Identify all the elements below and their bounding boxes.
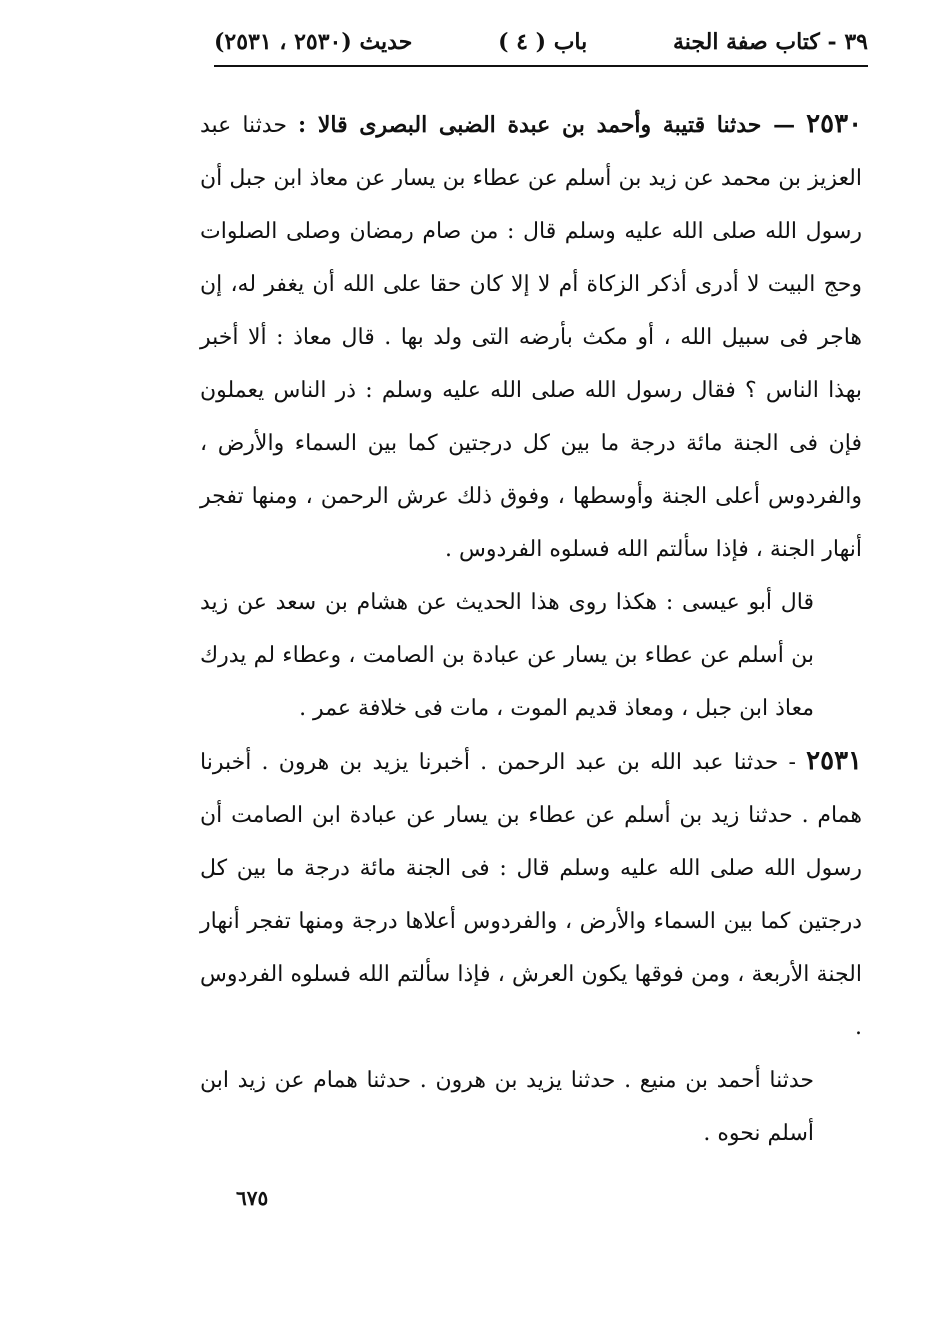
section-title: ( ٤ ) باب	[498, 29, 588, 55]
hadith-number: ٢٥٣١	[806, 746, 862, 776]
note-text: قال أبو عيسى : هكذا روى هذا الحديث عن هشام بن سعد عن زيد بن أسلم عن عطاء بن يسار عن عبادة بن الصامت ، وعطاء لم يدرك معاذ ابن جبل ، ومعاذ قديم الموت ، مات فى خلافة عمر .	[200, 590, 814, 721]
running-header	[214, 22, 868, 62]
hadith-2531	[200, 735, 862, 1054]
hadith-2530	[200, 98, 862, 576]
header-rule	[214, 65, 868, 67]
hadith-number: ٢٥٣٠	[806, 109, 863, 139]
note-text: حدثنا أحمد بن منيع . حدثنا يزيد بن هرون . حدثنا همام عن زيد ابن أسلم نحوه .	[200, 1068, 814, 1146]
hadith-opening: — حدثنا قتيبة وأحمد بن عبدة الضبى البصرى قالا :	[298, 112, 796, 138]
hadith-body: هرون . أخبرنا همام . حدثنا زيد بن أسلم عن عطاء بن يسار عن عبادة ابن الصامت أن رسول الله صلى الله عليه وسلم قال : فى الجنة مائة درجة ما بين كل درجتين كما بين السماء والأرض ، والفردوس أعلاها درجة ومنها تفجر أنهار الجنة الأربعة ، ومن فوقها يكون العرش ، فإذا سألتم الله فسلوه الفردوس .	[200, 750, 862, 1040]
hadith-opening: - حدثنا عبد الله بن عبد الرحمن . أخبرنا يزيد بن	[339, 750, 796, 775]
hadith-body: حدثنا عبد العزيز بن محمد عن زيد بن أسلم عن عطاء بن يسار عن معاذ ابن جبل أن رسول الله صلى الله عليه وسلم قال : من صام رمضان وصلى الصلوات وحج البيت لا أدرى أذكر الزكاة أم لا إلا كان حقا على الله أن يغفر له، إن هاجر فى سبيل الله ، أو مكث بأرضه التى ولد بها . قال معاذ : ألا أخبر بهذا الناس ؟ فقال رسول الله صلى الله عليه وسلم : ذر الناس يعملون فإن فى الجنة مائة درجة ما بين كل درجتين كما بين السماء والأرض ، والفردوس أعلى الجنة وأوسطها ، وفوق ذلك عرش الرحمن ، ومنها تفجر أنهار الجنة ، فإذا سألتم الله فسلوه الفردوس .	[200, 113, 862, 562]
main-text	[200, 98, 862, 1160]
chapter-title: ٣٩ - كتاب صفة الجنة	[672, 29, 868, 55]
chain-note	[200, 1054, 862, 1160]
hadith-range: (٢٥٣٠ ، ٢٥٣١) حديث	[214, 29, 413, 55]
commentary-note	[200, 576, 862, 735]
page-number: ٦٧٥	[236, 1186, 269, 1210]
